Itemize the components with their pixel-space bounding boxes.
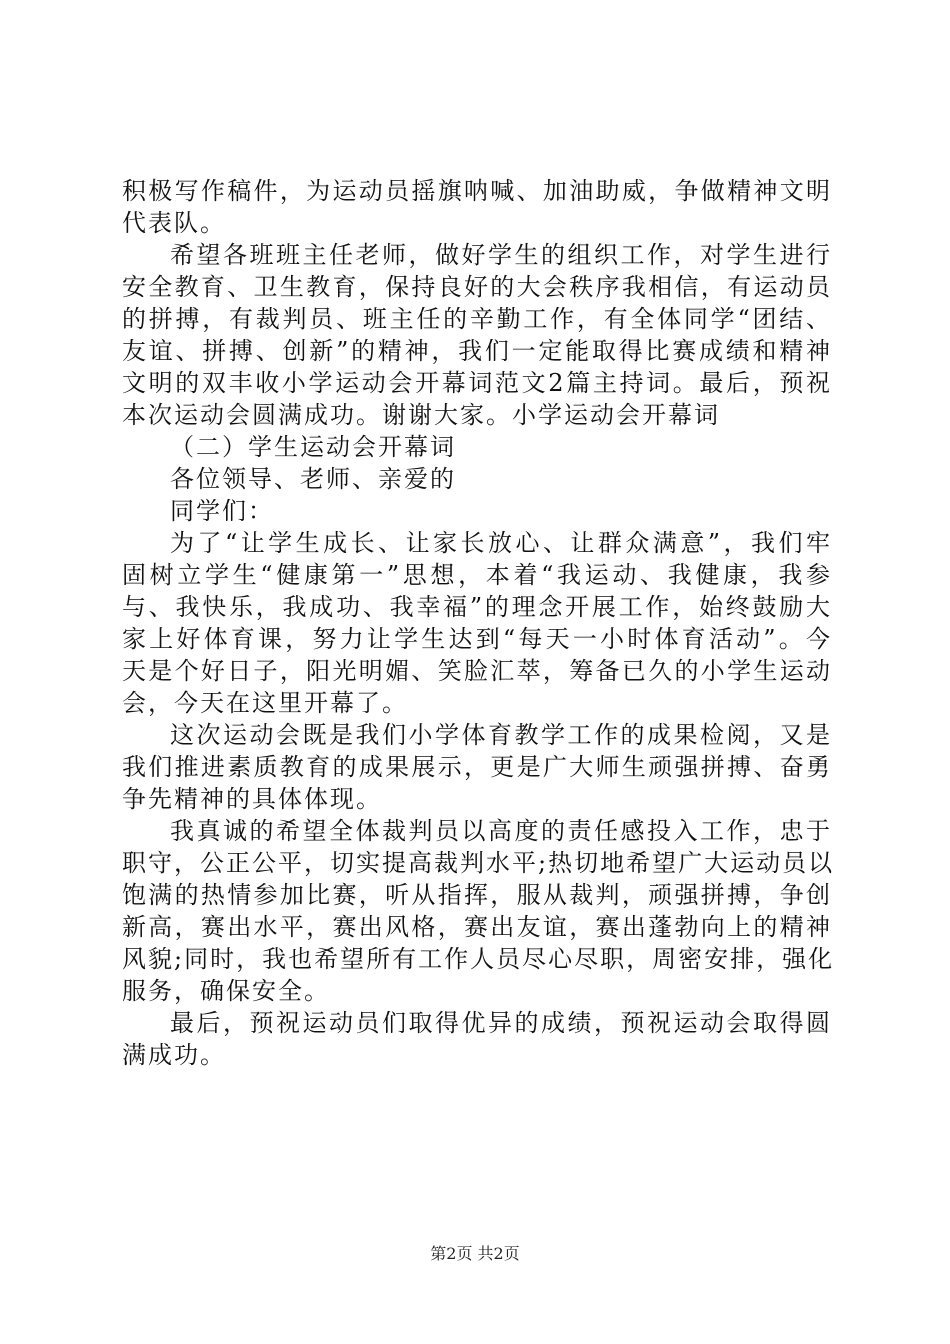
- text-line: 最后，预祝运动员们取得优异的成绩，预祝运动会取得圆: [170, 1009, 832, 1037]
- text-line: 会，今天在这里开幕了。: [122, 689, 408, 717]
- text-line: 争先精神的具体体现。: [122, 785, 382, 813]
- text-line: 代表队。: [122, 209, 226, 237]
- text-line: 风貌;同时，我也希望所有工作人员尽心尽职，周密安排，强化: [122, 945, 835, 973]
- text-line: 文明的双丰收小学运动会开幕词范文2篇主持词。最后，预祝: [122, 369, 832, 397]
- text-line: 为了“让学生成长、让家长放心、让群众满意”，我们牢: [170, 529, 832, 557]
- page-number-footer: 第2页 共2页: [430, 1244, 520, 1263]
- text-line: 安全教育、卫生教育，保持良好的大会秩序我相信，有运动员: [122, 273, 832, 301]
- text-line: 我们推进素质教育的成果展示，更是广大师生顽强拼搏、奋勇: [122, 753, 832, 781]
- text-line: 希望各班班主任老师，做好学生的组织工作，对学生进行: [170, 241, 832, 269]
- text-line: 与、我快乐，我成功、我幸福”的理念开展工作，始终鼓励大: [122, 593, 832, 621]
- salutation-line: 各位领导、老师、亲爱的: [170, 465, 456, 493]
- text-line: 固树立学生“健康第一”思想，本着“我运动、我健康，我参: [122, 561, 832, 589]
- text-line: 的拼搏，有裁判员、班主任的辛勤工作，有全体同学“团结、: [122, 305, 832, 333]
- text-line: 天是个好日子，阳光明媚、笑脸汇萃，筹备已久的小学生运动: [122, 657, 832, 685]
- text-line: 这次运动会既是我们小学体育教学工作的成果检阅，又是: [170, 721, 832, 749]
- text-line: 积极写作稿件，为运动员摇旗呐喊、加油助威，争做精神文明: [122, 177, 832, 205]
- text-line: 服务，确保安全。: [122, 977, 330, 1005]
- text-line: 友谊、拼搏、创新”的精神，我们一定能取得比赛成绩和精神: [122, 337, 832, 365]
- section-heading: （二）学生运动会开幕词: [170, 433, 456, 461]
- text-line: 满成功。: [122, 1041, 226, 1069]
- text-line: 家上好体育课，努力让学生达到“每天一小时体育活动”。今: [122, 625, 832, 653]
- text-line: 职守，公正公平，切实提高裁判水平;热切地希望广大运动员以: [122, 849, 835, 877]
- text-line: 饱满的热情参加比赛，听从指挥，服从裁判，顽强拼搏，争创: [122, 881, 832, 909]
- document-body: [122, 175, 835, 1071]
- text-line: 我真诚的希望全体裁判员以高度的责任感投入工作，忠于: [170, 817, 832, 845]
- text-line: 新高，赛出水平，赛出风格，赛出友谊，赛出蓬勃向上的精神: [122, 913, 832, 941]
- text-line: 本次运动会圆满成功。谢谢大家。小学运动会开幕词: [122, 401, 720, 429]
- salutation-line: 同学们：: [170, 497, 274, 525]
